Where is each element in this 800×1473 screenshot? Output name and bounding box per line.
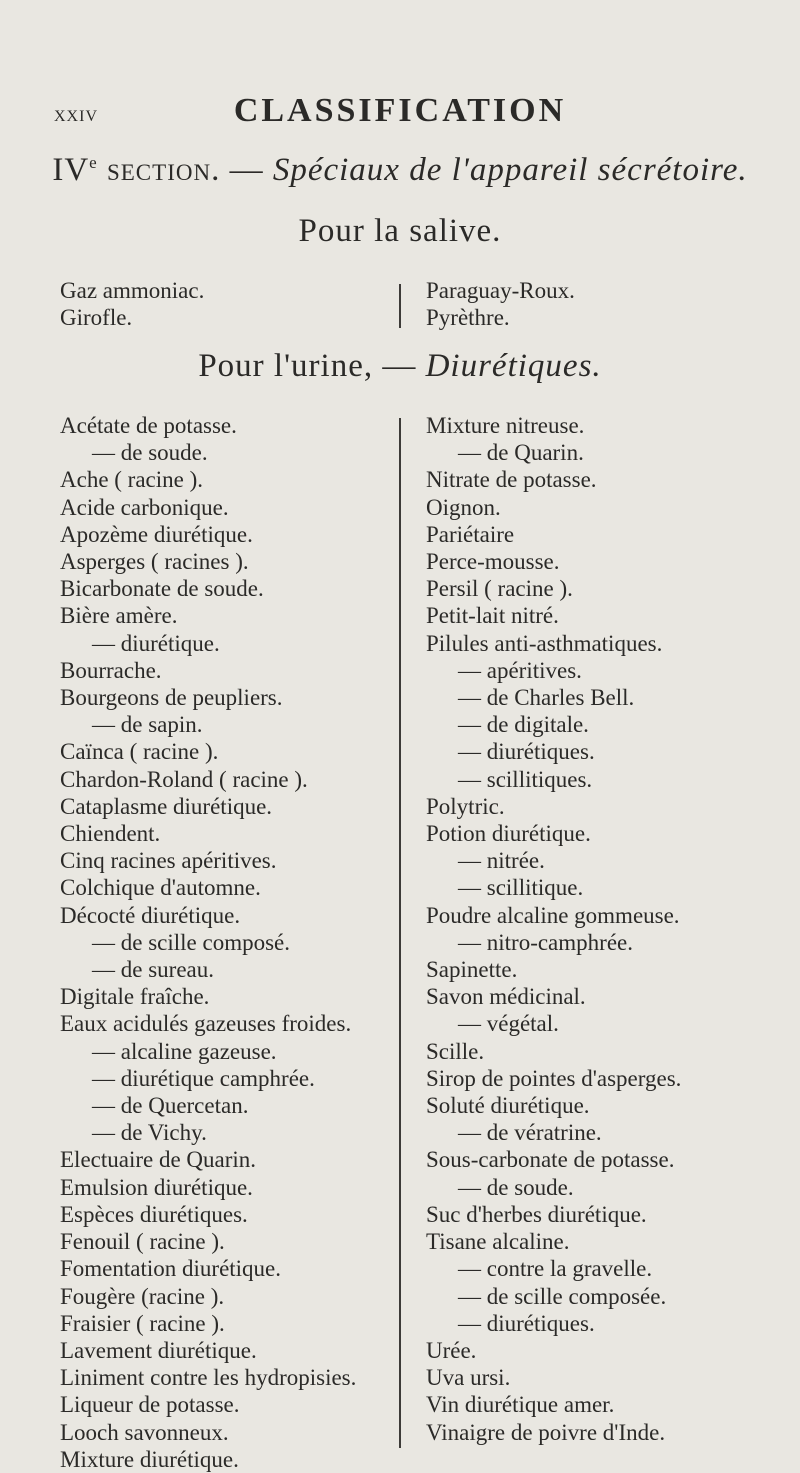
list-item: Pilules anti-asthmatiques.	[426, 630, 663, 656]
urine-heading-italic: Diurétiques.	[425, 348, 602, 384]
list-item: Mixture diurétique.	[60, 1446, 239, 1472]
list-item: Sirop de pointes d'asperges.	[426, 1065, 682, 1091]
list-item: Bière amère.	[60, 603, 178, 629]
list-item: Sapinette.	[426, 957, 518, 983]
list-item: Paraguay-Roux.	[426, 278, 575, 303]
list-item: Scille.	[426, 1038, 485, 1064]
list-item: Fenouil ( racine ).	[60, 1229, 225, 1255]
list-item: Emulsion diurétique.	[60, 1174, 253, 1200]
list-item: Caïnca ( racine ).	[60, 739, 219, 765]
section-title	[0, 152, 800, 189]
list-item: — de vératrine.	[458, 1120, 602, 1146]
list-item: Liniment contre les hydropisies.	[60, 1365, 357, 1391]
list-item: — apéritives.	[458, 657, 582, 683]
list-item: Sous-carbonate de potasse.	[426, 1147, 675, 1173]
list-item: — de scille composée.	[458, 1283, 667, 1309]
list-item: Acide carbonique.	[60, 494, 229, 520]
section-label: section.	[106, 152, 221, 188]
section-number: IV	[52, 152, 90, 188]
list-item: Fraisier ( racine ).	[60, 1310, 225, 1336]
list-item: — nitrée.	[458, 848, 545, 874]
list-item: Décocté diurétique.	[60, 902, 241, 928]
list-item: — végétal.	[458, 1011, 559, 1037]
list-item: — contre la gravelle.	[458, 1256, 653, 1282]
list-item: Espèces diurétiques.	[60, 1201, 248, 1227]
list-item: Bourgeons de peupliers.	[60, 685, 283, 711]
list-item: Asperges ( racines ).	[60, 549, 249, 575]
list-item: — nitro-camphrée.	[458, 929, 633, 955]
list-item: Persil ( racine ).	[426, 576, 573, 602]
list-item: Apozème diurétique.	[60, 521, 253, 547]
list-item: Uva ursi.	[426, 1365, 511, 1391]
list-item: Acétate de potasse.	[60, 413, 237, 438]
list-item: Colchique d'automne.	[60, 875, 261, 901]
list-item: Digitale fraîche.	[60, 984, 210, 1010]
list-item: Mixture nitreuse.	[426, 413, 585, 438]
list-item: Lavement diurétique.	[60, 1337, 257, 1363]
column-divider	[399, 284, 401, 328]
column-divider	[399, 418, 401, 1448]
list-item: — diurétique camphrée.	[92, 1065, 315, 1091]
list-item: Cinq racines apéritives.	[60, 848, 277, 874]
list-item: — de soude.	[92, 440, 208, 466]
list-item: Cataplasme diurétique.	[60, 793, 273, 819]
list-item: — diurétique.	[92, 630, 220, 656]
list-item: Pariétaire	[426, 521, 515, 547]
list-item: — de soude.	[458, 1174, 574, 1200]
section-dash: —	[229, 152, 264, 188]
list-item: — scillitique.	[458, 875, 584, 901]
urine-right-column	[426, 412, 681, 1446]
list-item: Girofle.	[60, 305, 133, 331]
saliva-left-column	[60, 277, 204, 331]
list-item: Chiendent.	[60, 821, 161, 847]
list-item: Liqueur de potasse.	[60, 1392, 240, 1418]
list-item: Nitrate de potasse.	[426, 467, 597, 493]
list-item: Chardon-Roland ( racine ).	[60, 766, 308, 792]
page-number: XXIV	[54, 108, 98, 125]
section-number-superscript: e	[89, 153, 98, 172]
list-item: Urée.	[426, 1337, 477, 1363]
list-item: Potion diurétique.	[426, 821, 591, 847]
list-item: Poudre alcaline gommeuse.	[426, 902, 680, 928]
list-item: — de scille composé.	[92, 929, 291, 955]
list-item: Petit-lait nitré.	[426, 603, 559, 629]
list-item: Fougère (racine ).	[60, 1283, 225, 1309]
running-title: CLASSIFICATION	[233, 92, 567, 129]
urine-left-column	[60, 412, 356, 1473]
list-item: — alcaline gazeuse.	[92, 1038, 277, 1064]
list-item: — diurétiques.	[458, 1310, 595, 1336]
list-item: Savon médicinal.	[426, 984, 586, 1010]
running-head	[40, 92, 760, 132]
list-item: Ache ( racine ).	[60, 467, 204, 493]
list-item: Vinaigre de poivre d'Inde.	[426, 1419, 666, 1445]
saliva-right-column	[426, 277, 575, 331]
list-item: Fomentation diurétique.	[60, 1256, 282, 1282]
list-item: Polytric.	[426, 793, 505, 819]
section-subtitle: Spéciaux de l'appareil sécrétoire.	[272, 152, 748, 188]
list-item: Tisane alcaline.	[426, 1229, 570, 1255]
list-item: Gaz ammoniac.	[60, 278, 205, 303]
list-item: Bicarbonate de soude.	[60, 576, 264, 602]
list-item: Perce-mousse.	[426, 549, 560, 575]
urine-heading	[0, 348, 800, 385]
list-item: Vin diurétique amer.	[426, 1392, 615, 1418]
list-item: Looch savonneux.	[60, 1419, 229, 1445]
list-item: — de Vichy.	[92, 1120, 207, 1146]
list-item: — diurétiques.	[458, 739, 595, 765]
list-item: — de digitale.	[458, 712, 589, 738]
list-item: — de sapin.	[92, 712, 203, 738]
list-item: — de sureau.	[92, 957, 214, 983]
saliva-heading: Pour la salive.	[298, 213, 502, 249]
list-item: Suc d'herbes diurétique.	[426, 1201, 647, 1227]
list-item: Pyrèthre.	[426, 305, 510, 331]
list-item: Electuaire de Quarin.	[60, 1147, 257, 1173]
list-item: Oignon.	[426, 494, 501, 520]
list-item: — scillitiques.	[458, 766, 593, 792]
list-item: Bourrache.	[60, 657, 162, 683]
list-item: Eaux acidulés gazeuses froides.	[60, 1011, 352, 1037]
list-item: — de Charles Bell.	[458, 685, 635, 711]
urine-heading-prefix: Pour l'urine, —	[198, 348, 417, 384]
list-item: Soluté diurétique.	[426, 1093, 590, 1119]
list-item: — de Quercetan.	[92, 1093, 249, 1119]
list-item: — de Quarin.	[458, 440, 584, 466]
